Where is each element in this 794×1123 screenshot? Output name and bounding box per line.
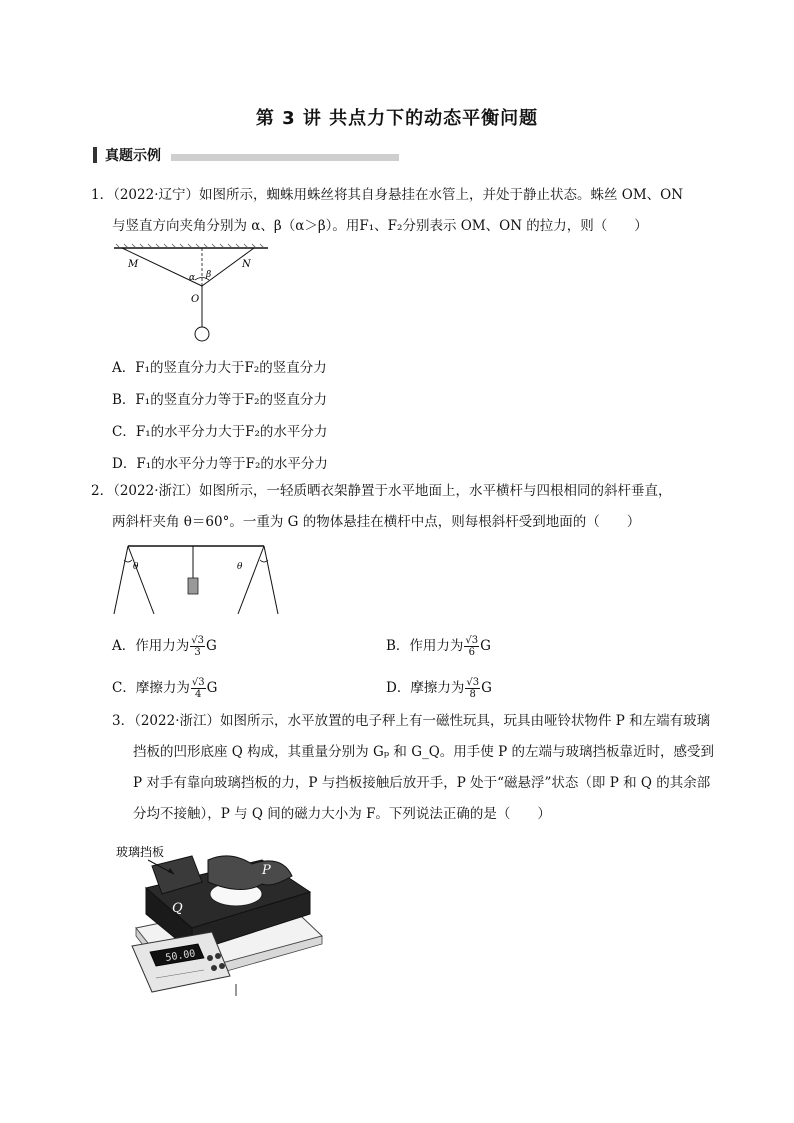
fraction-numerator: √3 — [466, 677, 480, 688]
fraction — [190, 635, 205, 658]
fraction-numerator: √3 — [465, 635, 479, 646]
label-theta-left: θ — [133, 562, 139, 572]
question-2-line-2: 两斜杆夹角 θ＝60°。一重为 G 的物体悬挂在横杆中点，则每根斜杆受到地面的（ ） — [112, 514, 641, 530]
q2-option-d-suffix: G — [481, 680, 492, 696]
q2-option-c — [112, 676, 217, 700]
fraction — [464, 635, 479, 658]
magnetic-toy-scale-figure — [112, 836, 332, 1006]
fraction — [465, 677, 480, 700]
label-beta: β — [206, 270, 212, 280]
label-glass-plate: 玻璃挡板 — [116, 845, 165, 859]
fraction-numerator: √3 — [191, 677, 205, 688]
scale-display: 50.00 — [164, 948, 197, 964]
label-n: N — [242, 259, 251, 270]
question-1-stem — [91, 180, 700, 242]
clothes-rack-figure — [112, 542, 282, 618]
fraction-denominator: 3 — [194, 647, 201, 658]
section-rule — [171, 154, 399, 161]
section-label: 真题示例 — [105, 148, 161, 164]
section-header — [93, 146, 399, 164]
q2-option-a-prefix: A．作用力为 — [112, 638, 190, 654]
q2-option-a — [112, 634, 217, 658]
q2-option-b-prefix: B．作用力为 — [386, 638, 464, 654]
q1-option-c: C．F₁的水平分力大于F₂的水平分力 — [112, 424, 328, 440]
q2-option-b-suffix: G — [480, 638, 491, 654]
label-o: O — [191, 294, 200, 305]
fraction-denominator: 8 — [469, 689, 476, 700]
q2-option-d — [386, 676, 492, 700]
fraction-numerator: √3 — [191, 635, 204, 646]
q1-option-a: A．F₁的竖直分力大于F₂的竖直分力 — [112, 360, 327, 376]
q2-option-c-prefix: C．摩擦力为 — [112, 680, 190, 696]
page-title: 第 3 讲 共点力下的动态平衡问题 — [255, 108, 539, 129]
q1-option-b: B．F₁的竖直分力等于F₂的竖直分力 — [112, 392, 327, 408]
label-alpha: α — [189, 273, 196, 283]
q2-option-a-suffix: G — [205, 638, 217, 654]
question-1-line-1: 1．（2022·辽宁）如图所示，蜘蛛用蛛丝将其自身悬挂在水管上，并处于静止状态。蛛丝 OM、ON — [91, 187, 684, 203]
label-q: Q — [172, 901, 183, 916]
fraction-denominator: 6 — [468, 647, 475, 658]
q1-option-d: D．F₁的水平分力等于F₂的水平分力 — [112, 456, 328, 472]
spider-figure — [112, 242, 272, 346]
q2-option-b — [386, 634, 491, 658]
q2-option-d-prefix: D．摩擦力为 — [386, 680, 465, 696]
question-2-line-1: 2．（2022·浙江）如图所示，一轻质晒衣架静置于水平地面上，水平横杆与四根相同的斜杆垂直， — [91, 483, 672, 499]
fraction — [191, 677, 206, 700]
question-3-stem: 3．（2022·浙江）如图所示，水平放置的电子秤上有一磁性玩具，玩具由哑铃状物件 P 和左端有玻璃挡板的凹形底座 Q 构成，其重量分别为 Gₚ 和 G_Q。用手使 P 的左端与玻璃挡板靠近时，感受到 P 对手有靠向玻璃挡板的力，P 与挡板接触后放开手，P 处于“磁悬浮”状态（即 P 和 Q 的其余部分均不接触），P 与 Q 间的磁力大小为 F。下列说法正确的是（ ） — [112, 713, 714, 822]
question-2-stem — [91, 476, 700, 538]
label-m: M — [128, 259, 139, 270]
fraction-denominator: 4 — [195, 689, 202, 700]
question-1-line-2: 与竖直方向夹角分别为 α、β（α＞β）。用F₁、F₂分别表示 OM、ON 的拉力，则（ ） — [112, 218, 648, 234]
q2-option-c-suffix: G — [206, 680, 218, 696]
label-theta-right: θ — [237, 562, 243, 572]
label-p: P — [262, 863, 271, 878]
section-bar — [93, 147, 97, 163]
